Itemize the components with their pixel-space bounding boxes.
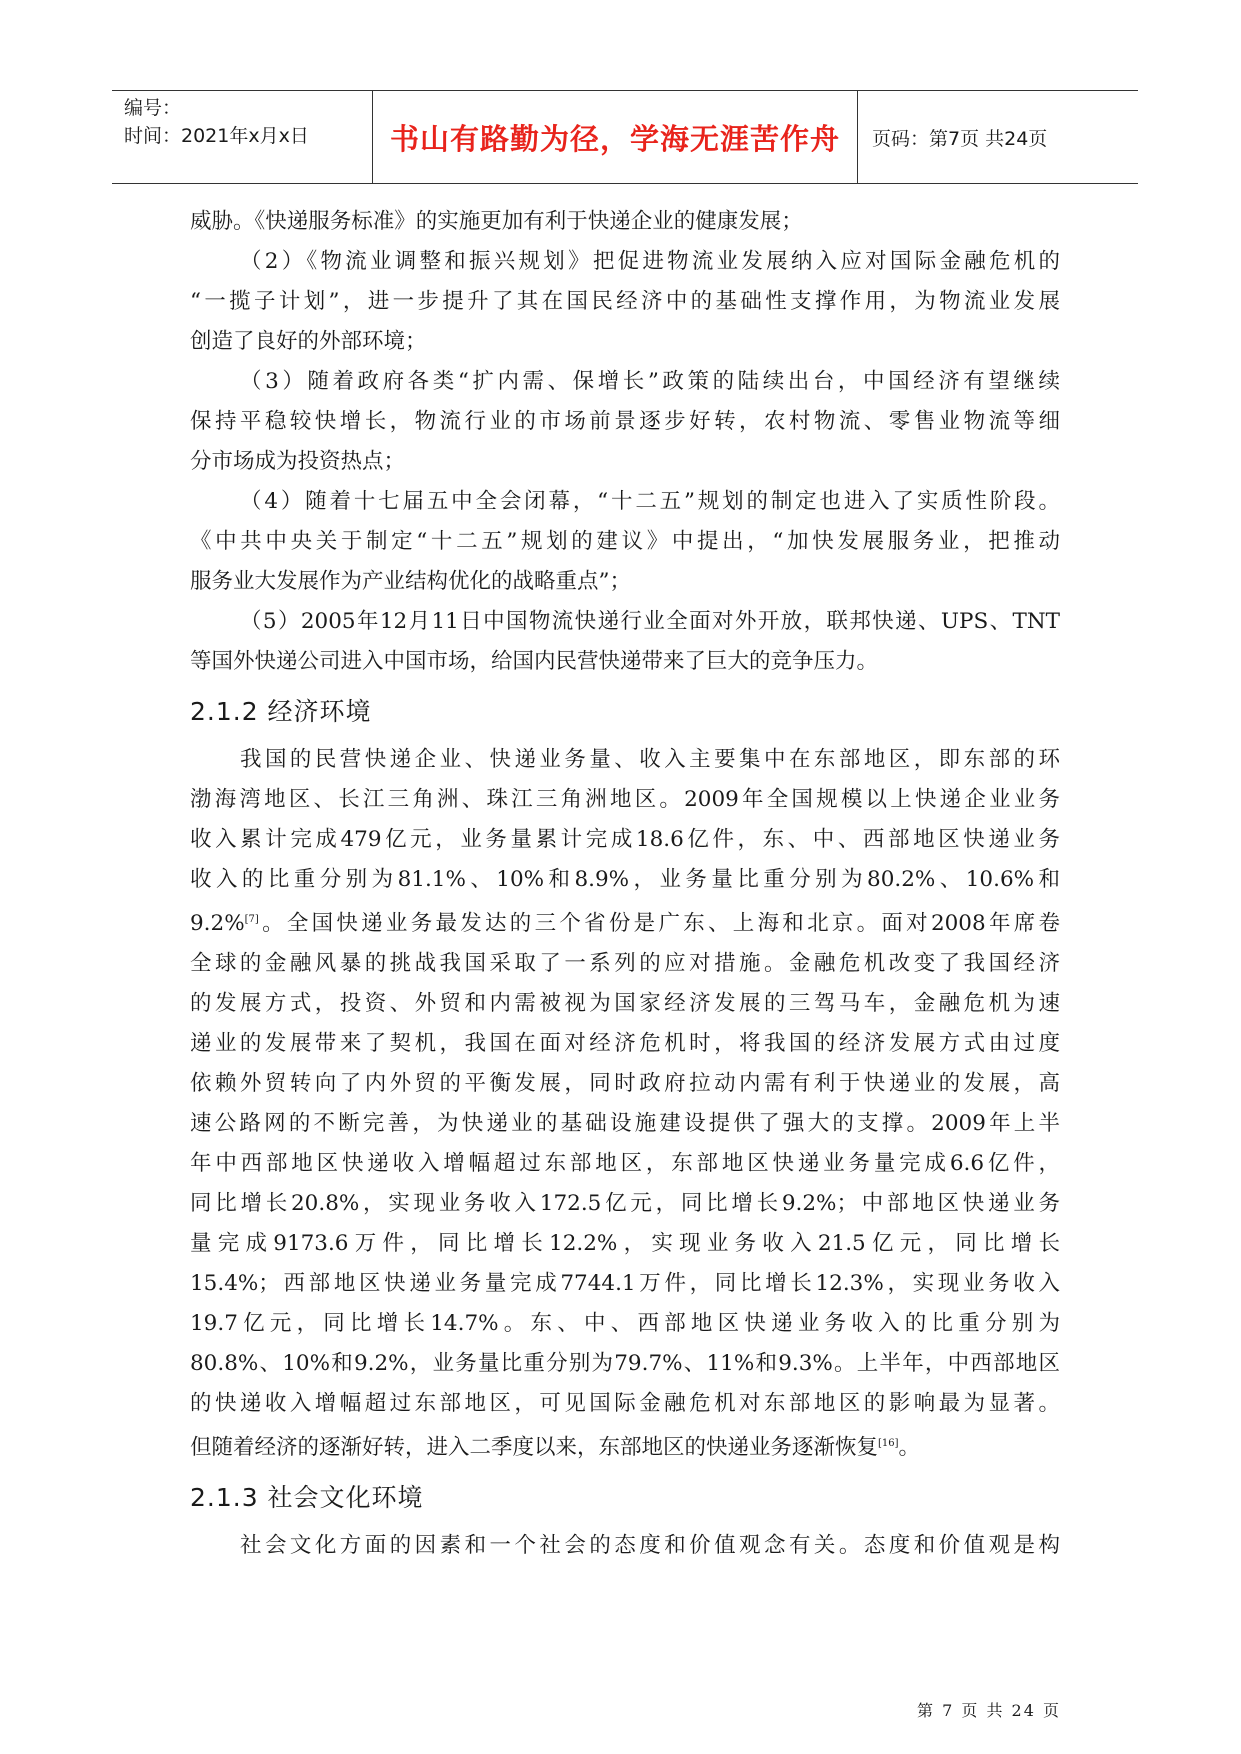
paragraph-economic-line: 全球的金融风暴的挑战我国采取了一系列的应对措施。金融危机改变了我国经济 [190,951,1060,977]
paragraph-economic-line: 80.8%、10%和9.2%，业务量比重分别为79.7%、11%和9.3%。上半年，中西部地区 [190,1351,1060,1377]
paragraph-economic-line: 的发展方式，投资、外贸和内需被视为国家经济发展的三驾马车，金融危机为速 [190,991,1060,1017]
paragraph-point-2-line: “一揽子计划”，进一步提升了其在国民经济中的基础性支撑作用，为物流业发展 [190,289,1060,314]
paragraph-point-3-line: 保持平稳较快增长，物流行业的市场前景逐步好转，农村物流、零售业物流等细 [190,409,1060,434]
paragraph-point-3: （3）随着政府各类“扩内需、保增长”政策的陆续出台，中国经济有望继续 [240,369,1060,394]
paragraph-economic-line: 递业的发展带来了契机，我国在面对经济危机时，将我国的经济发展方式由过度 [190,1031,1060,1057]
paragraph-economic-line: 同比增长20.8%，实现业务收入172.5亿元，同比增长9.2%；中部地区快递业务 [190,1191,1060,1217]
paragraph-point-4-line: 《中共中央关于制定“十二五”规划的建议》中提出，“加快发展服务业，把推动 [190,529,1060,554]
header-motto: 书山有路勤为径，学海无涯苦作舟 [372,91,858,183]
paragraph-economic-line: 的快递收入增幅超过东部地区，可见国际金融危机对东部地区的影响最为显著。 [190,1391,1060,1417]
paragraph-point-5: （5）2005年12月11日中国物流快递行业全面对外开放，联邦快递、UPS、TNT [240,609,1060,634]
paragraph-threat: 威胁。《快递服务标准》的实施更加有利于快递企业的健康发展； [190,209,803,234]
paragraph-point-5-line: 等国外快递公司进入中国市场，给国内民营快递带来了巨大的竞争压力。 [190,649,879,674]
citation-ref: [16] [878,1438,899,1450]
number-label: 编号： [124,97,182,119]
paragraph-economic-line: 依赖外贸转向了内外贸的平衡发展，同时政府拉动内需有利于快递业的发展，高 [190,1071,1060,1097]
paragraph-point-4: （4）随着十七届五中全会闭幕，“十二五”规划的制定也进入了实质性阶段。 [240,489,1060,514]
paragraph-economic-line: 但随着经济的逐渐好转，进入二季度以来，东部地区的快递业务逐渐恢复[16]。 [190,1435,921,1461]
paragraph-economic-line: 年中西部地区快递收入增幅超过东部地区，东部地区快递业务量完成6.6亿件， [190,1151,1060,1177]
page-footer: 第 7 页 共 24 页 [917,1701,1061,1720]
paragraph-economic-line: 收入的比重分别为81.1%、10%和8.9%，业务量比重分别为80.2%、10.6%和 [190,867,1060,892]
paragraph-economic-line: 渤海湾地区、长江三角洲、珠江三角洲地区。2009年全国规模以上快递企业业务 [190,787,1060,812]
paragraph-economic-line: 收入累计完成479亿元，业务量累计完成18.6亿件，东、中、西部地区快递业务 [190,827,1060,852]
paragraph-economic: 我国的民营快递企业、快递业务量、收入主要集中在东部地区，即东部的环 [240,747,1060,772]
time-label: 时间：2021年x月x日 [124,125,309,147]
paragraph-point-2: （2）《物流业调整和振兴规划》把促进物流业发展纳入应对国际金融危机的 [240,249,1060,274]
section-heading-social-cultural: 2.1.3 社会文化环境 [190,1483,424,1513]
paragraph-economic-line: 9.2%[7]。全国快递业务最发达的三个省份是广东、上海和北京。面对2008年席卷 [190,911,1060,937]
section-heading-economic: 2.1.2 经济环境 [190,697,372,726]
paragraph-point-4-line: 服务业大发展作为产业结构优化的战略重点”； [190,569,631,594]
paragraph-economic-line: 19.7亿元，同比增长14.7%。东、中、西部地区快递业务收入的比重分别为 [190,1311,1060,1337]
paragraph-economic-line: 量完成9173.6万件，同比增长12.2%，实现业务收入21.5亿元，同比增长 [190,1231,1060,1257]
document-body [190,202,1060,1566]
paragraph-point-3-line: 分市场成为投资热点； [190,449,406,474]
page-header [112,90,1138,184]
header-page-info: 页码：第7页 共24页 [872,127,1048,150]
paragraph-economic-line: 15.4%；西部地区快递业务量完成7744.1万件，同比增长12.3%，实现业务收入 [190,1271,1060,1297]
paragraph-social-cultural: 社会文化方面的因素和一个社会的态度和价值观念有关。态度和价值观是构 [240,1533,1060,1559]
paragraph-point-2-line: 创造了良好的外部环境； [190,329,427,354]
citation-ref: [7] [244,914,259,925]
paragraph-economic-line: 速公路网的不断完善，为快递业的基础设施建设提供了强大的支撑。2009年上半 [190,1111,1060,1137]
header-meta [112,91,372,183]
